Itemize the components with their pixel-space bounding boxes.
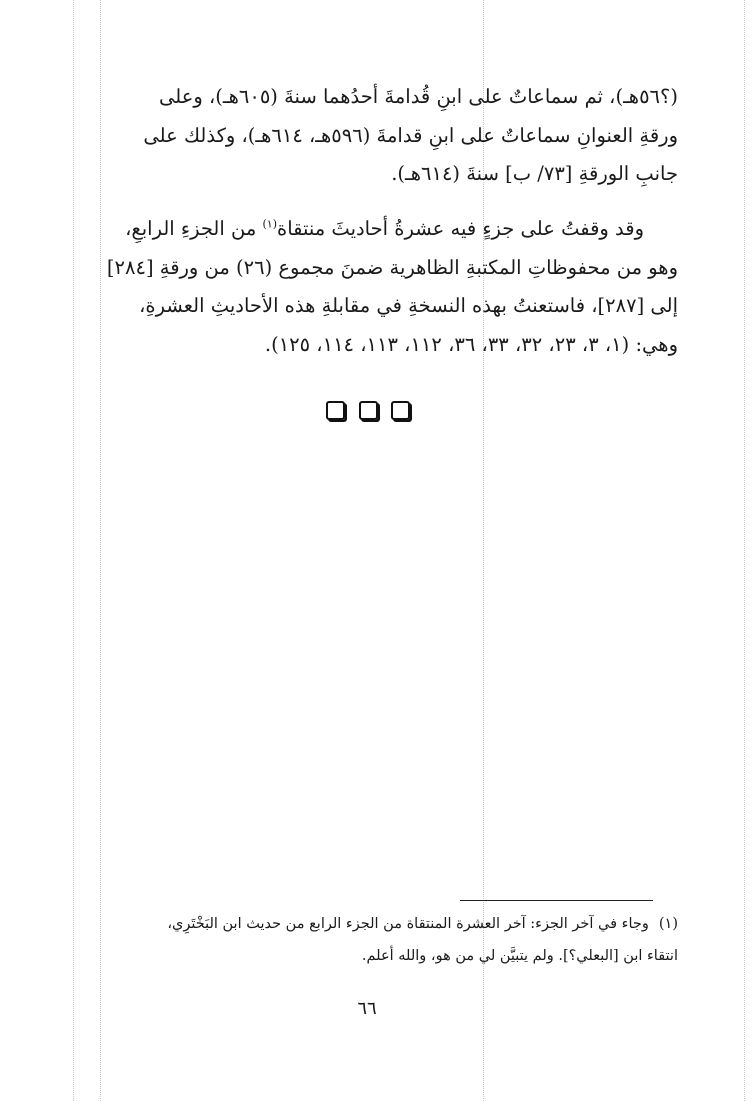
footnote <box>74 908 678 972</box>
paragraph-2-line-1-end: من الجزءِ الرابعِ، <box>125 217 263 240</box>
footnote-line-2: انتقاء ابن [البعلي؟]. ولم يتبيَّن لي من هو، والله أعلم. <box>361 948 678 964</box>
paragraph-1-line-1: (؟٥٦هـ)، ثم سماعاتٌ على ابنِ قُدامةَ أحدُهما سنةَ (٦٠٥هـ)، وعلى <box>159 85 678 108</box>
paragraph-2-line-1 <box>74 210 678 249</box>
paragraph-2-line-2: وهو من محفوظاتِ المكتبةِ الظاهرية ضمنَ مجموع (٢٦) من ورقةِ [٢٨٤] <box>106 255 678 279</box>
footnote-divider <box>460 900 653 901</box>
paragraph-2-line-4: وهي: (١، ٣، ٢٣، ٣٢، ٣٣، ٣٦، ١١٢، ١١٣، ١١٤، ١٢٥). <box>264 332 678 356</box>
paragraph-1-line-3: جانبِ الورقةِ [٧٣/ ب] سنةَ (٦١٤هـ). <box>391 162 678 185</box>
paragraph-1 <box>74 78 678 194</box>
square-box-icon <box>326 401 345 420</box>
square-box-icon <box>391 401 410 420</box>
page-number: ٦٦ <box>357 998 377 1019</box>
footnote-marker: (١) <box>658 916 678 932</box>
scan-artifact-line <box>744 0 745 1101</box>
paragraph-2 <box>74 210 678 364</box>
square-box-icon <box>359 401 378 420</box>
paragraph-2-line-3: إلى [٢٨٧]، فاستعنتُ بهذه النسخةِ في مقابلةِ هذه الأحاديثِ العشرةِ، <box>139 294 678 317</box>
three-square-boxes-icon <box>326 401 410 425</box>
footnote-reference[interactable]: (١) <box>262 217 277 231</box>
footnote-text-1: وجاء في آخر الجزء: آخر العشرة المنتقاة من الجزء الرابع من حديث ابن البَخْتَرِي، <box>167 916 649 932</box>
paragraph-2-line-1-start: وقد وقفتُ على جزءٍ فيه عشرةُ أحاديثَ منتقاة <box>276 217 644 240</box>
paragraph-1-line-2: ورقةِ العنوانِ سماعاتٌ على ابنِ قدامةَ (٥٩٦هـ، ٦١٤هـ)، وكذلك على <box>143 123 678 147</box>
footnote-line-1 <box>74 908 678 940</box>
